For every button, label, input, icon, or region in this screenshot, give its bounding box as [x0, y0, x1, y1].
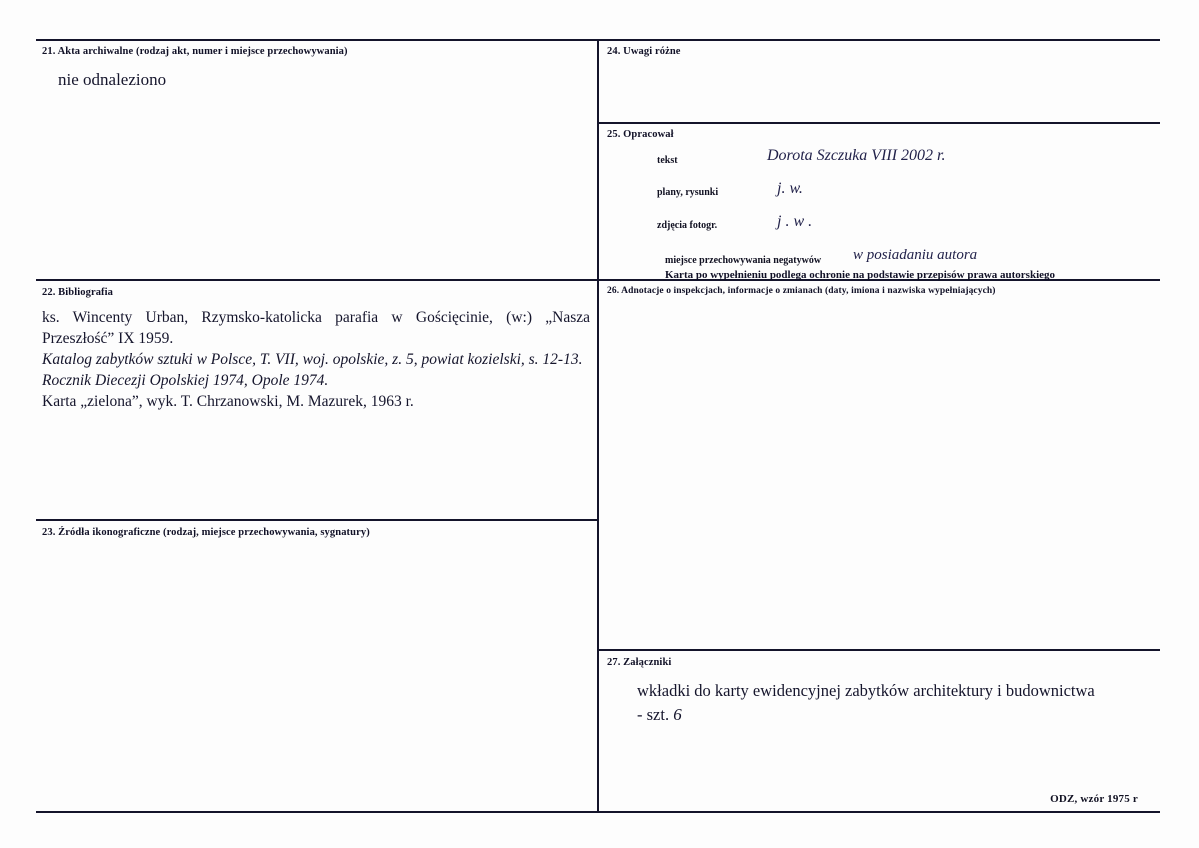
bibliography-entry [42, 350, 590, 371]
section-25-row-value-negatives: w posiadaniu autora [853, 247, 978, 263]
section-25-row-label-text: tekst [657, 155, 678, 166]
section-22-entries [42, 308, 590, 413]
section-21-label: 21. Akta archiwalne (rodzaj akt, numer i miejsce przechowywania) [42, 46, 348, 57]
section-25-row-label-photos: zdjęcia fotogr. [657, 220, 718, 231]
bibliography-entry [42, 371, 590, 392]
section-25-row-value-plans: j. w. [777, 180, 803, 197]
section-21-archival-files [36, 39, 599, 281]
section-21-value: nie odnaleziono [58, 70, 167, 89]
form-imprint: ODZ, wzór 1975 r [1050, 793, 1138, 805]
section-25-row-label-plans: plany, rysunki [657, 187, 719, 198]
section-27-value-line1: wkładki do karty ewidencyjnej zabytków architektury i budownictwa [637, 681, 1095, 700]
bibliography-entry [42, 392, 590, 413]
section-27-label: 27. Załączniki [607, 657, 672, 668]
bibliography-entry-text-2: Rocznik Diecezji Opolskiej 1974, Opole 1974. [42, 371, 329, 389]
section-24-remarks [599, 39, 1160, 122]
section-23-iconographic-sources [36, 521, 599, 813]
copyright-notice: Karta po wypełnieniu podlega ochronie na podstawie przepisów prawa autorskiego [665, 269, 1056, 281]
section-25-row-label-negatives: miejsce przechowywania negatywów [665, 255, 822, 266]
bibliography-entry-text-1: Katalog zabytków sztuki w Polsce, T. VII, woj. opolskie, z. 5, powiat kozielski, s. 12-13. [42, 350, 583, 368]
section-22-label: 22. Bibliografia [42, 287, 114, 298]
record-card-form [36, 39, 1160, 813]
section-22-bibliography [36, 281, 599, 521]
bibliography-entry-text-0: ks. Wincenty Urban, Rzymsko-katolicka parafia w Gościęcinie, (w:) „Nasza Przeszłość” IX 1959. [42, 309, 590, 347]
section-27-value-line2 [637, 703, 1147, 728]
section-27-value [637, 679, 1147, 728]
section-25-label: 25. Opracował [607, 129, 674, 140]
bibliography-entry-text-3: Karta „zielona”, wyk. T. Chrzanowski, M. Mazurek, 1963 r. [42, 392, 414, 410]
section-26-inspection-notes [599, 281, 1160, 651]
section-25-prepared-by [599, 122, 1160, 281]
section-27-attachments [599, 651, 1160, 813]
section-24-label: 24. Uwagi różne [607, 46, 681, 57]
section-25-row-value-photos: j . w . [777, 213, 813, 230]
section-26-label: 26. Adnotacje o inspekcjach, informacje o zmianach (daty, imiona i nazwiska wypełniających) [607, 286, 996, 296]
section-27-qty-prefix: - szt. [637, 704, 670, 724]
section-27-qty-value: 6 [673, 704, 682, 724]
section-23-label: 23. Źródła ikonograficzne (rodzaj, miejsce przechowywania, sygnatury) [42, 527, 370, 538]
bibliography-entry [42, 308, 590, 350]
section-25-row-value-text: Dorota Szczuka VIII 2002 r. [767, 147, 946, 164]
